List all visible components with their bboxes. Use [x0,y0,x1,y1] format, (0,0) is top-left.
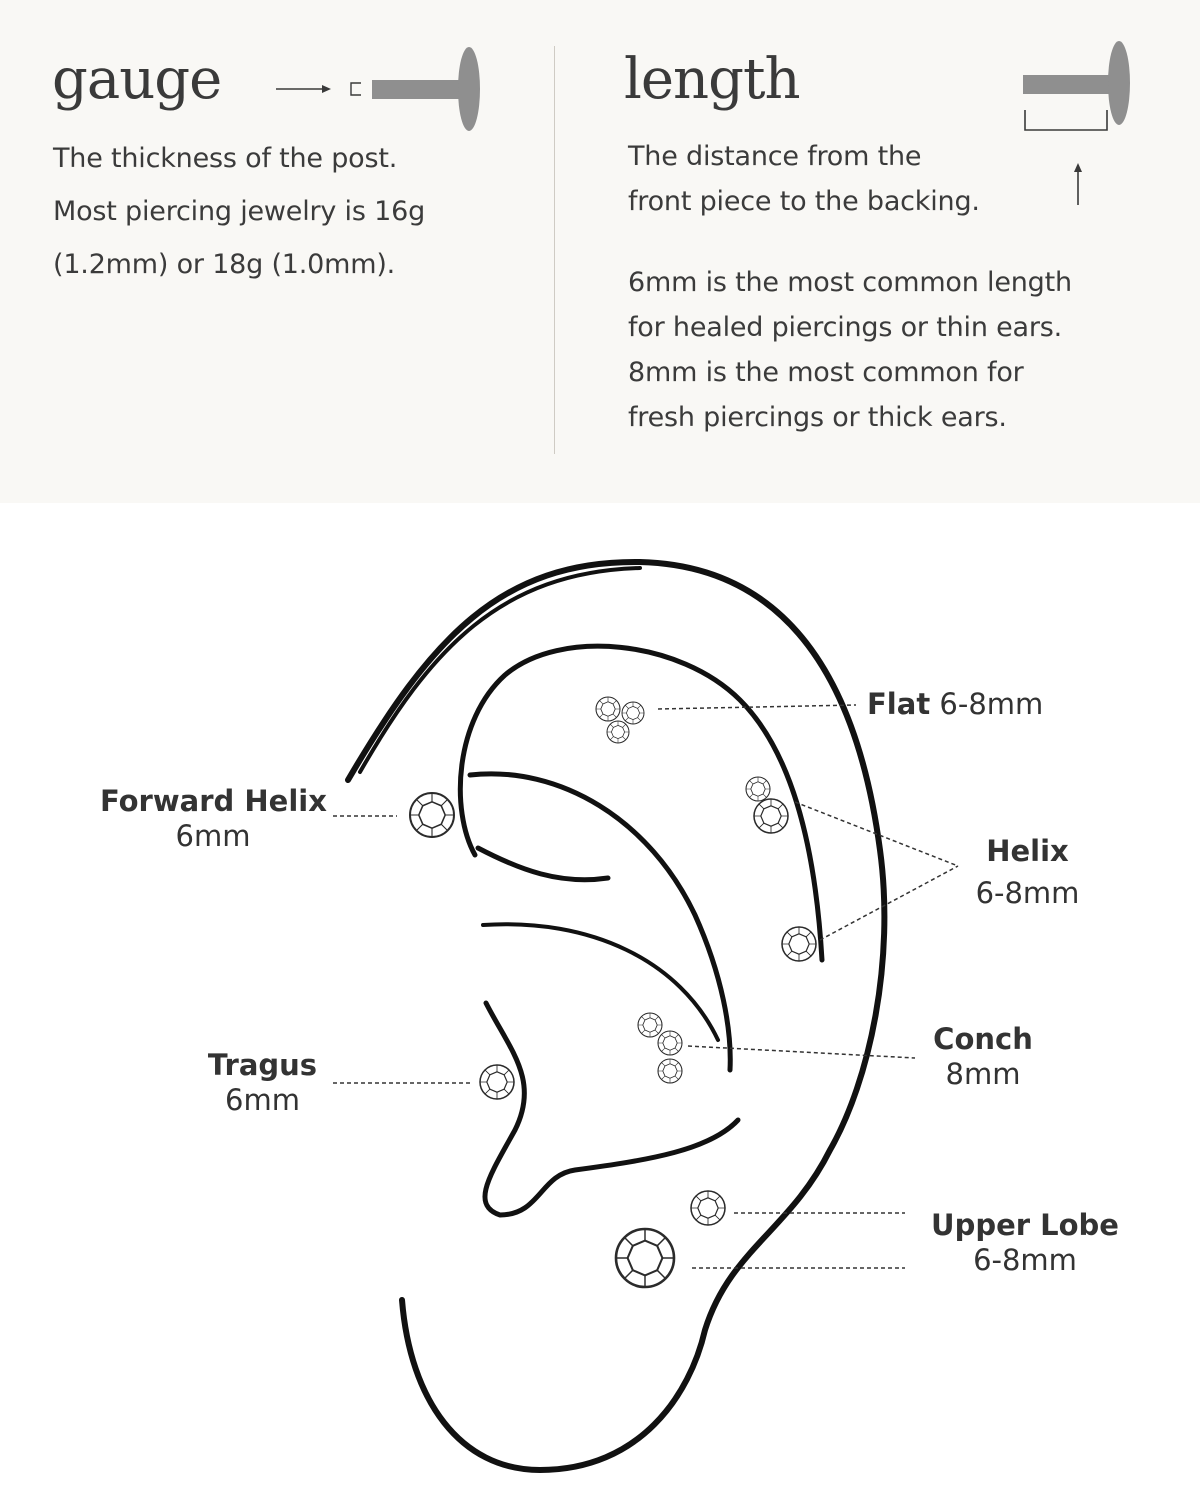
flat-label [867,687,1043,722]
conch-jewelry [638,1013,682,1083]
forward-helix-label [100,784,326,855]
arrow-head-icon [322,85,331,93]
flat-leader-line [658,705,856,709]
piercing-name: Tragus [207,1048,318,1082]
piercing-name: Forward Helix [100,784,327,818]
ear-outline [348,562,884,1470]
conch-leader-line [688,1046,915,1058]
post-bar [1023,75,1115,94]
gauge-bracket-icon [351,83,361,95]
length-text-line: for healed piercings or thin ears. [628,312,1063,343]
arrow-up-icon [1074,163,1082,172]
leader-lines [333,705,958,1268]
piercing-size: 6-8mm [975,876,1080,911]
conch-label [918,1022,1048,1093]
post-backing [1108,41,1130,125]
gauge-post-illustration [276,47,480,131]
length-text-line: The distance from the [628,141,922,172]
upper-lobe-label [925,1208,1125,1279]
post-backing [458,47,480,131]
helix-label [955,830,1100,914]
piercing-size: 6mm [225,1083,300,1118]
length-text-line: 8mm is the most common for [628,357,1024,388]
forward-helix-jewelry [410,793,454,837]
flat-jewelry [596,697,644,743]
tragus-label [190,1048,335,1119]
length-heading: length [624,47,800,112]
tragus-jewelry [480,1065,514,1099]
gauge-text-line: (1.2mm) or 18g (1.0mm). [53,249,396,280]
piercing-size: 6mm [175,819,251,854]
piercing-size: 8mm [945,1057,1021,1092]
piercing-name: Flat [867,687,931,721]
gauge-heading: gauge [52,47,222,112]
length-bracket-icon [1025,110,1107,130]
helix-jewelry [746,777,816,961]
piercing-name: Conch [933,1022,1033,1056]
helix-leader-line [820,866,958,940]
length-text-line: front piece to the backing. [628,186,980,217]
length-post-illustration [1023,41,1130,205]
post-bar [372,80,464,99]
piercing-name: Upper Lobe [931,1208,1119,1242]
gauge-text-line: Most piercing jewelry is 16g [53,196,426,227]
length-text-line: 6mm is the most common length [628,267,1072,298]
length-text-line: fresh piercings or thick ears. [628,402,1007,433]
piercing-name: Helix [986,834,1069,868]
piercing-size: 6-8mm [939,687,1044,721]
piercing-size: 6-8mm [973,1243,1077,1278]
gauge-text-line: The thickness of the post. [53,143,398,174]
upper-lobe-jewelry [616,1191,725,1287]
